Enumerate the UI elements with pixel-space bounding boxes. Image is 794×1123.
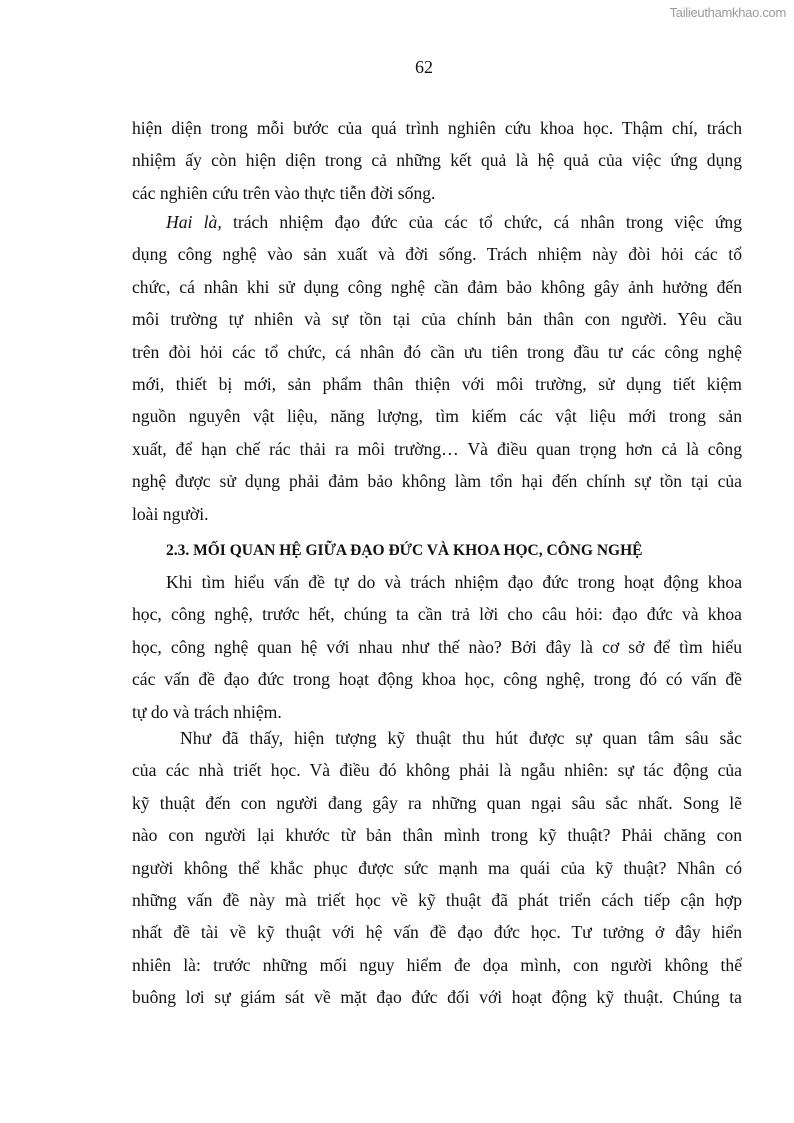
text-line: trên đòi hỏi các tổ chức, cá nhân đó cần ưu tiên trong đầu tư các công nghệ [132, 341, 742, 362]
text-line: học, công nghệ, trước hết, chúng ta cần trả lời cho câu hỏi: đạo đức và khoa [132, 604, 742, 625]
paragraph-2 [132, 206, 742, 530]
text-line: học, công nghệ quan hệ với nhau như thế nào? Bởi đây là cơ sở để tìm hiểu [132, 636, 742, 657]
text-line: xuất, để hạn chế rác thải ra môi trường… Và điều quan trọng hơn cả là công [132, 438, 742, 459]
watermark: Tailieuthamkhao.com [669, 5, 786, 20]
paragraph-4 [132, 722, 742, 1014]
text-line: những vấn đề này mà triết học về kỹ thuật đã phát triển cách tiếp cận hợp [132, 889, 742, 910]
text-line: dụng công nghệ vào sản xuất và đời sống. Trách nhiệm này đòi hỏi các tổ [132, 244, 742, 265]
text-line: buông lơi sự giám sát về mặt đạo đức đối với hoạt động kỹ thuật. Chúng ta [132, 987, 742, 1008]
text-line: nhiệm ấy còn hiện diện trong cả những kết quả là hệ quả của việc ứng dụng [132, 150, 742, 171]
text-line: hiện diện trong mỗi bước của quá trình nghiên cứu khoa học. Thậm chí, trách [132, 118, 742, 138]
text-line: chức, cá nhân khi sử dụng công nghệ cần đảm bảo không gây ảnh hưởng đến [132, 276, 742, 297]
text-line: Khi tìm hiểu vấn đề tự do và trách nhiệm đạo đức trong hoạt động khoa [166, 572, 742, 592]
text-line: của các nhà triết học. Và điều đó không phải là ngẫu nhiên: sự tác động của [132, 760, 742, 781]
text-line: mới, thiết bị mới, sản phẩm thân thiện với môi trường, sử dụng tiết kiệm [132, 373, 742, 394]
text-line: các nghiên cứu trên vào thực tiễn đời sống. [132, 182, 436, 203]
text-line [132, 206, 742, 238]
text-line: kỹ thuật đến con người đang gây ra những quan ngại sâu sắc nhất. Song lẽ [132, 792, 742, 813]
section-heading: 2.3. MỐI QUAN HỆ GIỮA ĐẠO ĐỨC VÀ KHOA HỌC, CÔNG NGHỆ [166, 542, 643, 559]
text-line: nhiên là: trước những mối nguy hiểm đe dọa mình, con người không thể [132, 954, 742, 975]
text-line: tự do và trách nhiệm. [132, 701, 282, 722]
text-line: người không thể khắc phục được sức mạnh ma quái của kỹ thuật? Nhân có [132, 857, 742, 878]
text-line: nào con người lại khước từ bản thân mình trong kỹ thuật? Phải chăng con [132, 825, 742, 846]
text-line: Như đã thấy, hiện tượng kỹ thuật thu hút được sự quan tâm sâu sắc [180, 728, 742, 748]
paragraph-1 [132, 112, 742, 209]
text-line: nguồn nguyên vật liệu, năng lượng, tìm kiếm các vật liệu mới trong sản [132, 406, 742, 427]
text-line-rest: trách nhiệm đạo đức của các tổ chức, cá nhân trong việc ứng [221, 212, 743, 232]
text-line: loài người. [132, 503, 209, 524]
text-line: môi trường tự nhiên và sự tồn tại của chính bản thân con người. Yêu cầu [132, 309, 742, 330]
lead-italic: Hai là, [166, 212, 222, 232]
paragraph-3 [132, 566, 742, 728]
text-line: các vấn đề đạo đức trong hoạt động khoa học, công nghệ, trong đó có vấn đề [132, 669, 742, 690]
text-line: nghệ được sử dụng phải đảm bảo không làm tổn hại đến chính sự tồn tại của [132, 471, 742, 492]
text-line: nhất đề tài về kỹ thuật với hệ vấn đề đạo đức học. Tư tưởng ở đây hiển [132, 922, 742, 943]
page-number: 62 [415, 57, 433, 77]
